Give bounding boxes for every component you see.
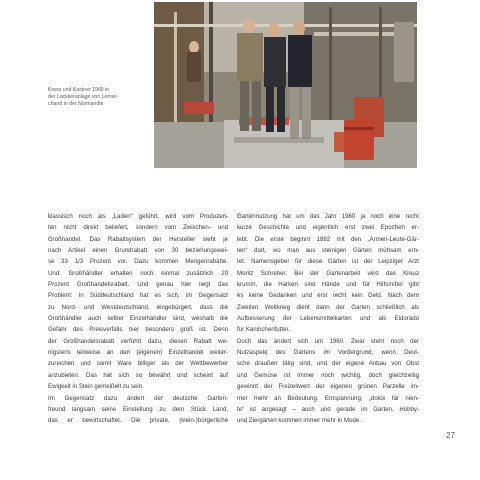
text-line: zu Nord- und Westdeutschland, eingebürgert, dass die: [48, 303, 228, 311]
text-line: mer mehr an Bedeutung. Entspannung, „dolce far nien-: [237, 394, 419, 402]
text-line: kurze Geschichte und eigentlich erst zwei Epochen er-: [237, 224, 419, 232]
photo-caption: [48, 87, 148, 109]
right-text-column: [237, 211, 419, 427]
text-line: klassisch noch als „Laden“ geführt, wird vom Produzen-: [48, 213, 228, 220]
page-number: 27: [446, 431, 455, 440]
text-line: und Ziergärten kommen immer mehr in Mode.: [237, 417, 361, 425]
text-line: Und: Großhändler erhalten noch einmal zusätzlich 20: [48, 269, 228, 277]
text-line: Moritz Schreber. Bei der Gartenarbeit wird das Kreuz: [237, 269, 419, 277]
text-line: krumm, die Harken sind Hände und für Hilfsmittel gibt: [237, 281, 419, 289]
text-line: anzubieten. Das hat sich so bewährt und scheint auf: [48, 371, 228, 379]
left-text-column: [48, 211, 228, 427]
text-line: Gefahr des Preisverfalls hier besonders groß ist. Denn: [48, 326, 228, 334]
text-line: der Großhandelsrabatt verführt dazu, diesen Rabatt we-: [48, 337, 228, 345]
text-line: Ewigkeit in Stein gemeißelt zu sein.: [48, 383, 144, 391]
text-line: Doch das ändert sich um 1960. Zwar steht noch der: [237, 337, 419, 345]
text-line: ten“ dort, wo man aus steinigen Gärten mühsam ern-: [237, 247, 419, 255]
text-line: se 33 1/3 Prozent vor. Dazu kommen Mengenrabatte.: [48, 258, 228, 266]
caption-line: der Lackiieranlage von Lemar-: [48, 94, 119, 101]
text-line: es keine Gedanken und erst recht kein Geld. Nach dem: [237, 292, 419, 300]
text-line: gewinnt der Freizeitwert der eigenen grünen Parzelle im-: [237, 383, 419, 391]
text-line: Zweiten Weltkrieg dient dann der Garten schließlich als: [237, 303, 419, 311]
caption-line: chand in der Normandie: [48, 101, 104, 108]
text-line: te“ ist angesagt – auch und gerade im Garten. Hobby-: [237, 405, 419, 413]
text-line: Nutzaspekt des Gartens im Vordergrund, wenn Deut-: [237, 349, 419, 357]
text-line: für Kaninchenfutter.: [237, 326, 290, 334]
text-line: ten nicht direkt beliefert, sondern vom Zwischen- und: [48, 224, 228, 232]
historical-photo: [154, 2, 417, 168]
caption-line: Kress und Kastner 1965 in: [48, 87, 110, 93]
text-line: Gartennutzung hat um das Jahr 1960 ja noch eine recht: [237, 213, 419, 220]
text-line: zureichen und somit Ware billiger als der Wettbewerber: [48, 360, 228, 368]
text-line: Aufbesserung der Lebensmittelkarten und als Eldorado: [237, 315, 419, 323]
text-line: sche draußen tätig sind, und der eigene Anbau von Obst: [237, 360, 419, 368]
text-line: Großhändler auch selber Einzelhändler sind, weshalb die: [48, 315, 228, 323]
text-line: Großhandel. Das Rabattsystem der Hersteller sieht je: [48, 235, 228, 243]
text-line: nigstens teilweise an den (eigenen) Einzelhandel weiter-: [48, 349, 228, 357]
text-line: tet. Namensgeber für diese Gärten ist der Leipziger Arzt: [237, 258, 419, 266]
text-line: freund langsam seine Einstellung zu dem Stück Land,: [48, 405, 228, 413]
text-line: und Gemüse ist immer noch wichtig, doch gleichzeitig: [237, 371, 419, 379]
text-line: Problem: In Süddeutschland hat es sich, im Gegensatz: [48, 292, 228, 300]
text-line: das er bewirtschaftet. Die private, (klein-)bürgerliche: [48, 417, 228, 425]
text-line: nach Artikel einen Grundrabatt von 30 beziehungswei-: [48, 247, 228, 255]
text-line: lebt. Die erste beginnt 1882 mit den „Armen-Leute-Gär-: [237, 235, 419, 243]
text-line: Im Gegensatz dazu ändert der deutsche Garten-: [48, 394, 228, 402]
text-line: Prozent Großhandelsrabatt. Und genau hier liegt das: [48, 281, 228, 289]
